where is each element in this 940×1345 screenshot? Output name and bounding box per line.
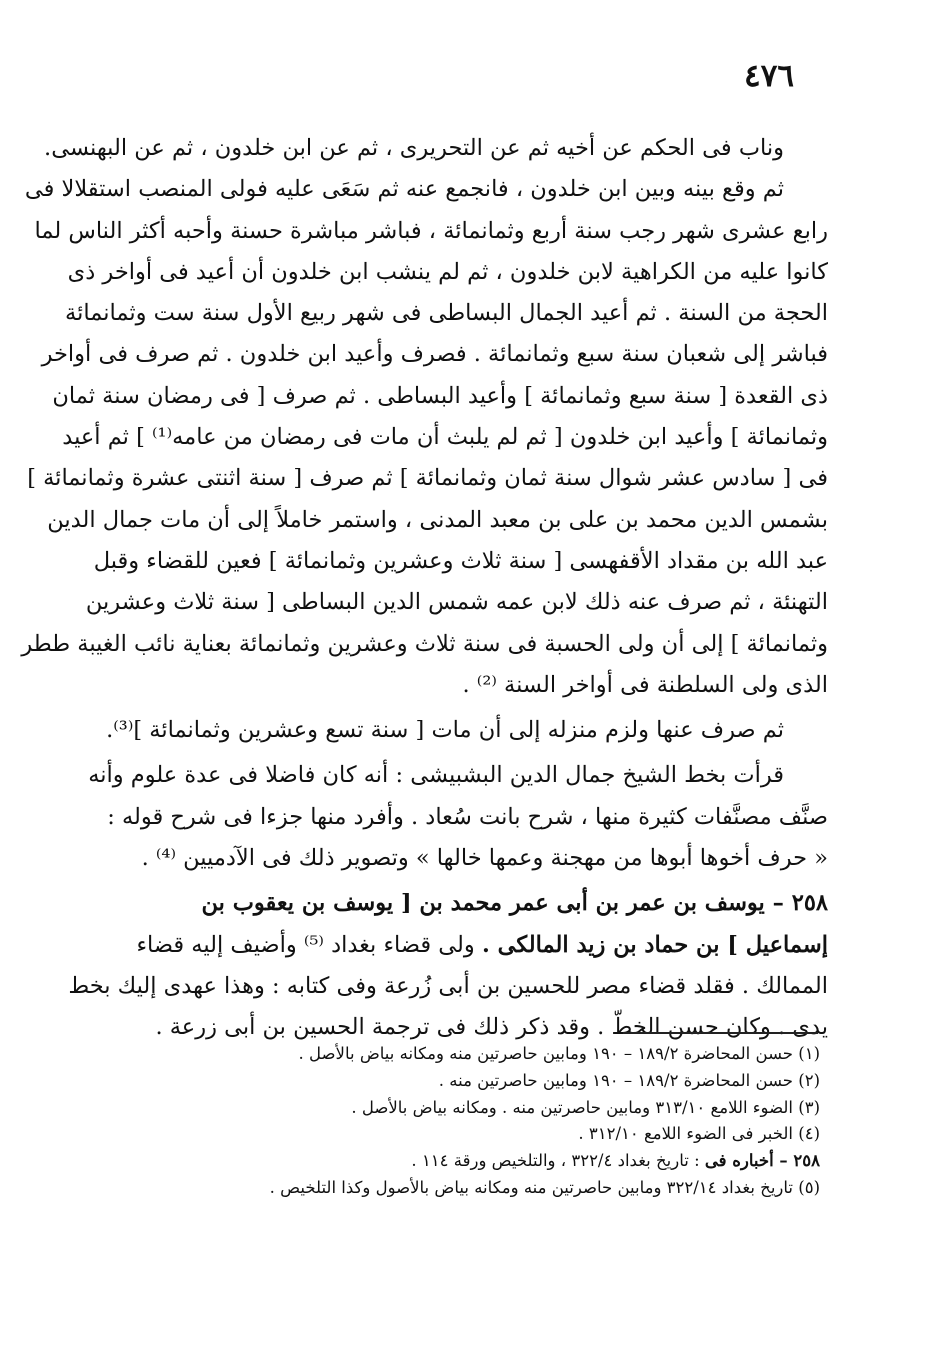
- footnotes: [112, 1041, 820, 1202]
- paragraph-3: [106, 710, 828, 751]
- text-line: الحجة من السنة . ثم أعيد الجمال البساطى فى شهر ربيع الأول سنة ست وثمانمائة: [65, 300, 828, 327]
- footnote: (٣) الضوء اللامع ٣١٣/١٠ ومابين حاصرتين منه . ومكانه بياض بالأصل .: [351, 1097, 820, 1117]
- paragraph-1: [44, 128, 828, 169]
- footnote: (٢) حسن المحاضرة ١٨٩/٢ – ١٩٠ ومابين حاصرتين منه .: [438, 1070, 820, 1090]
- text-line: بشمس الدين محمد بن على بن معبد المدنى ، واستمر خاملاً إلى أن مات جمال الدين: [47, 506, 828, 533]
- text-line: رابع عشرى شهر رجب سنة أربع وثمانمائة ، فباشر مباشرة حسنة وأحبه أكثر الناس لما: [34, 217, 828, 244]
- footnote: (٥) تاريخ بغداد ٣٢٢/١٤ ومابين حاصرتين منه ومكانه بياض بالأصول وكذا التلخيص .: [269, 1177, 820, 1197]
- footnote: [112, 1148, 820, 1175]
- paragraph-4: [88, 755, 828, 879]
- paragraph-2: [21, 169, 828, 706]
- text-line: قرأت بخط الشيخ جمال الدين البشبيشى : أنه كان فاضلا فى عدة علوم وأنه: [88, 762, 784, 789]
- footnote-text: : تاريخ بغداد ٣٢٢/٤ ، والتلخيص ورقة ١١٤ .: [411, 1151, 705, 1171]
- text-line: الذى ولى السلطنة فى أواخر السنة ⁽²⁾ .: [462, 671, 828, 698]
- text-line: ذى القعدة [ سنة سبع وثمانمائة ] وأعيد البساطى . ثم صرف [ فى رمضان سنة ثمان: [52, 382, 828, 409]
- text-line: عبد الله بن مقداد الأقفهسى [ سنة ثلاث وعشرين وثمانمائة ] فعين للقضاء وقبل: [93, 547, 828, 574]
- main-text: [21, 128, 828, 1049]
- text-line: صنَّف مصنَّفات كثيرة منها ، شرح بانت سُعاد . وأفرد منها جزءا فى شرح قوله :: [107, 803, 828, 830]
- text-line: فباشر إلى شعبان سنة سبع وثمانمائة . فصرف وأعيد ابن خلدون . ثم صرف فى أواخر: [41, 341, 828, 368]
- biography-heading: ٢٥٨ – يوسف بن عمر بن أبى عمر محمد بن [ يوسف بن يعقوب بن: [201, 890, 828, 917]
- biography-line: [112, 925, 828, 966]
- footnote-entry-number: ٢٥٨ – أخباره فى: [704, 1151, 820, 1171]
- text-line: كانوا عليه من الكراهية لابن خلدون ، ثم لم ينشب ابن خلدون أن أعيد فى أواخر ذى: [67, 258, 828, 285]
- biography-name: إسماعيل ] بن حماد بن زيد المالكى .: [481, 931, 828, 958]
- text-line: وثمانمائة ] إلى أن ولى الحسبة فى سنة ثلاث وعشرين وثمانمائة بعناية نائب الغيبة ططر: [21, 630, 828, 657]
- footnote: (٤) الخبر فى الضوء اللامع ٣١٢/١٠ .: [578, 1124, 820, 1144]
- text-line: وثمانمائة ] وأعيد ابن خلدون [ ثم لم يلبث أن مات فى رمضان من عامه⁽¹⁾ ] ثم أعيد: [62, 424, 828, 451]
- text-line: ثم صرف عنها ولزم منزله إلى أن مات [ سنة تسع وعشرين وثمانمائة ]⁽³⁾.: [106, 717, 784, 744]
- page-number: ٤٧٦: [744, 58, 794, 94]
- text-line: ثم وقع بينه وبين ابن خلدون ، فانجمع عنه ثم سَعَى عليه فولى المنصب استقلالا فى: [24, 176, 784, 203]
- text-line: وناب فى الحكم عن أخيه ثم عن التحريرى ، ثم عن ابن خلدون ، ثم عن البهنسى.: [44, 135, 784, 161]
- text-line: فى [ سادس عشر شوال سنة ثمان وثمانمائة ] ثم صرف [ سنة اثنتى عشرة وثمانمائة ]: [27, 465, 828, 492]
- text-line: التهنئة ، ثم صرف عنه ذلك لابن عمه شمس الدين البساطى [ سنة ثلاث وعشرين: [85, 589, 828, 616]
- footnote: (١) حسن المحاضرة ١٨٩/٢ – ١٩٠ ومابين حاصرتين منه ومكانه بياض بالأصل .: [298, 1044, 820, 1063]
- text-line: « حرف أخوها أبوها من مهجنة وعمها خالها » وتصوير ذلك فى الآدميين ⁽⁴⁾ .: [141, 845, 828, 872]
- footnote-divider: [623, 1032, 818, 1034]
- text-line: الممالك . فقلد قضاء مصر للحسين بن أبى زُرعة وفى كتابه : وهذا عهدى إليك بخط: [68, 972, 828, 999]
- biography-text: ولى قضاء بغداد ⁽⁵⁾ وأضيف إليه قضاء: [136, 931, 482, 958]
- text-line: يدى . وكان حسن الخطّ . وقد ذكر ذلك فى ترجمة الحسين بن أبى زرعة .: [155, 1014, 828, 1041]
- biography-entry: [68, 883, 828, 1048]
